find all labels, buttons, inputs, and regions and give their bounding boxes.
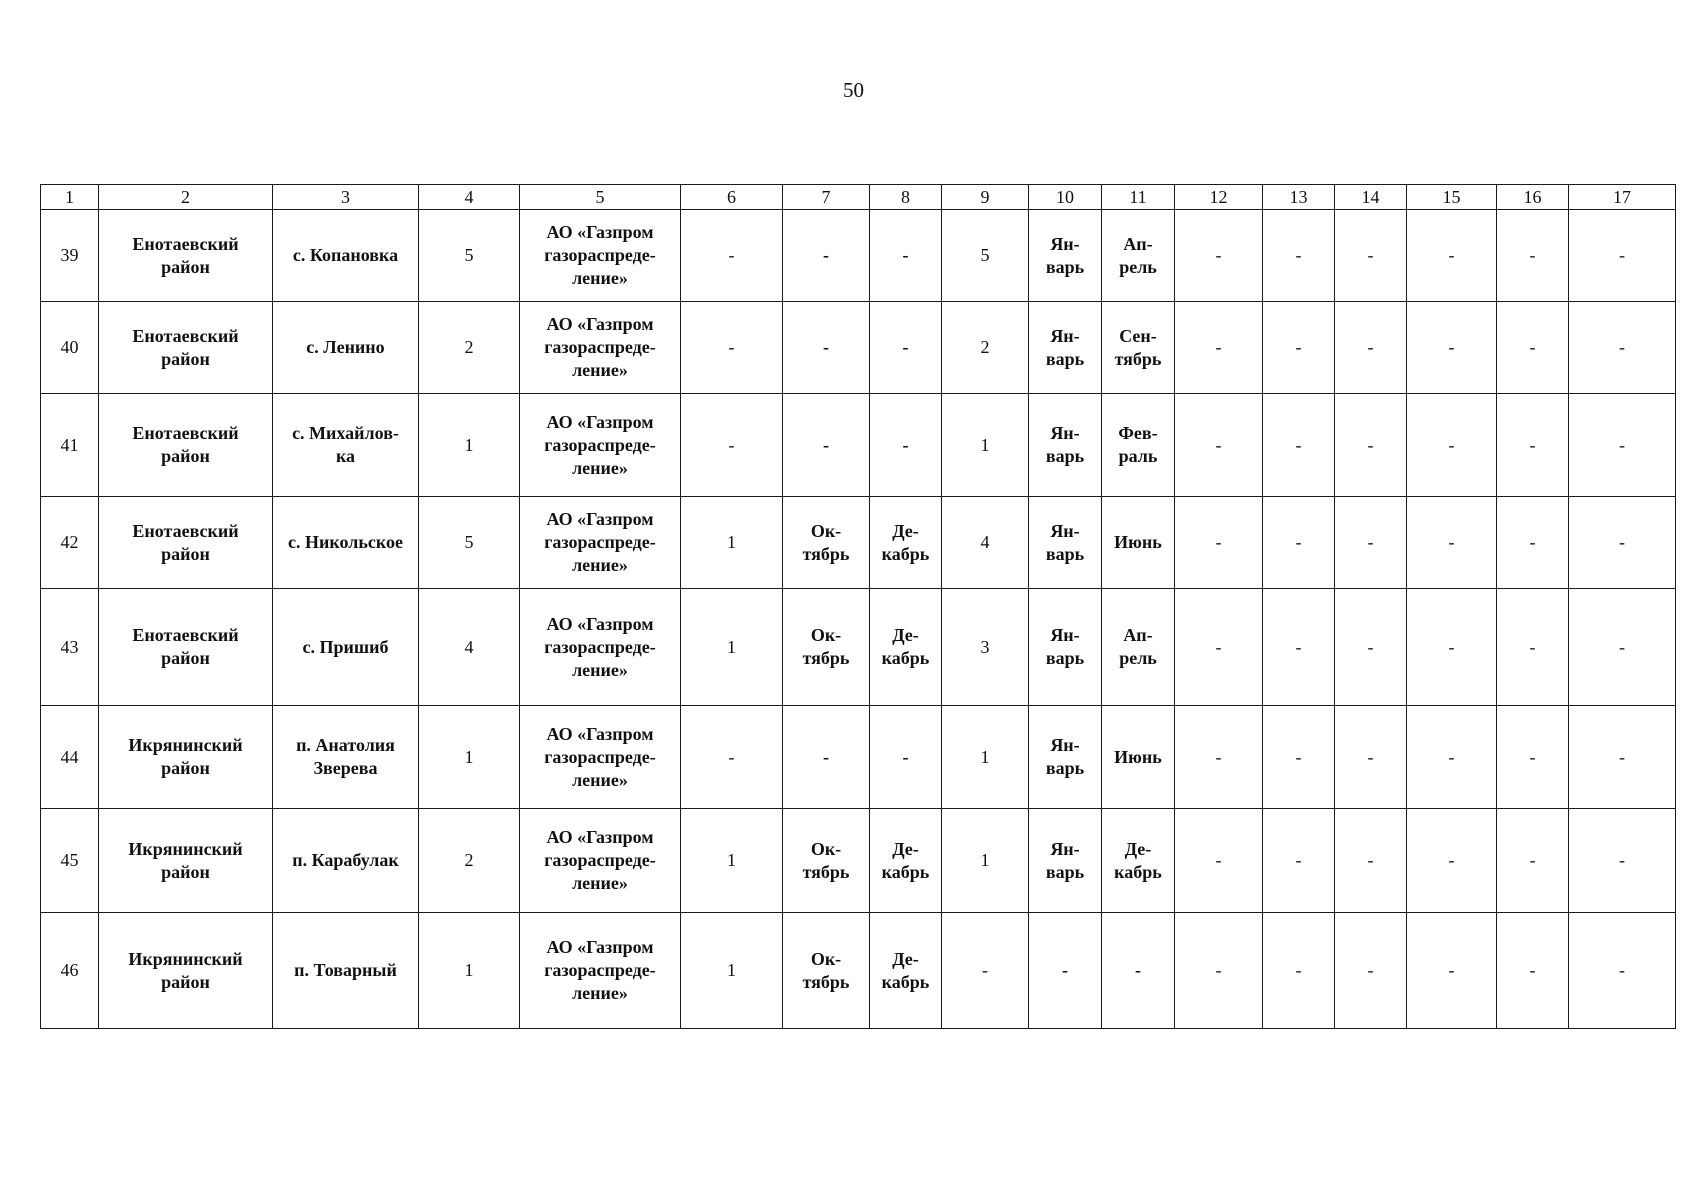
col8-cell: - (870, 706, 942, 809)
col16-cell: - (1497, 302, 1569, 394)
col16-cell: - (1497, 809, 1569, 913)
settlement-cell: с. Ленино (273, 302, 419, 394)
col8-cell: - (870, 210, 942, 302)
col8-cell: - (870, 394, 942, 497)
column-number-header: 6 (681, 185, 783, 210)
col6-cell: - (681, 302, 783, 394)
col9-cell: 4 (942, 497, 1029, 589)
row-number-cell: 45 (41, 809, 99, 913)
settlement-cell: с. Никольское (273, 497, 419, 589)
col13-cell: - (1263, 589, 1335, 706)
col14-cell: - (1335, 706, 1407, 809)
column-number-header-row (41, 185, 1676, 210)
col8-cell: Де- кабрь (870, 913, 942, 1029)
col11-cell: Июнь (1102, 497, 1175, 589)
col14-cell: - (1335, 302, 1407, 394)
col7-cell: - (783, 706, 870, 809)
district-cell: Енотаевский район (99, 394, 273, 497)
col10-cell: Ян- варь (1029, 706, 1102, 809)
col6-cell: 1 (681, 913, 783, 1029)
column-number-header: 13 (1263, 185, 1335, 210)
column-number-header: 15 (1407, 185, 1497, 210)
column-number-header: 5 (520, 185, 681, 210)
total-count-cell: 4 (419, 589, 520, 706)
district-cell: Енотаевский район (99, 210, 273, 302)
col13-cell: - (1263, 302, 1335, 394)
table-row (41, 302, 1676, 394)
col16-cell: - (1497, 589, 1569, 706)
col11-cell: Сен- тябрь (1102, 302, 1175, 394)
column-number-header: 10 (1029, 185, 1102, 210)
settlement-cell: п. Товарный (273, 913, 419, 1029)
col9-cell: 3 (942, 589, 1029, 706)
col11-cell: Ап- рель (1102, 589, 1175, 706)
col11-cell: Июнь (1102, 706, 1175, 809)
col10-cell: Ян- варь (1029, 394, 1102, 497)
col12-cell: - (1175, 913, 1263, 1029)
col12-cell: - (1175, 706, 1263, 809)
settlement-cell: с. Копановка (273, 210, 419, 302)
page-number: 50 (843, 78, 864, 102)
col17-cell: - (1569, 706, 1676, 809)
settlement-cell: с. Пришиб (273, 589, 419, 706)
total-count-cell: 1 (419, 706, 520, 809)
total-count-cell: 1 (419, 394, 520, 497)
column-number-header: 12 (1175, 185, 1263, 210)
col10-cell: Ян- варь (1029, 589, 1102, 706)
column-number-header: 2 (99, 185, 273, 210)
col13-cell: - (1263, 394, 1335, 497)
organization-cell: АО «Газпром газораспреде- ление» (520, 497, 681, 589)
organization-cell: АО «Газпром газораспреде- ление» (520, 210, 681, 302)
row-number-cell: 46 (41, 913, 99, 1029)
col17-cell: - (1569, 589, 1676, 706)
col15-cell: - (1407, 497, 1497, 589)
table-row (41, 706, 1676, 809)
col9-cell: - (942, 913, 1029, 1029)
column-number-header: 8 (870, 185, 942, 210)
settlement-cell: п. Анатолия Зверева (273, 706, 419, 809)
column-number-header: 7 (783, 185, 870, 210)
col13-cell: - (1263, 809, 1335, 913)
col15-cell: - (1407, 809, 1497, 913)
district-cell: Енотаевский район (99, 302, 273, 394)
table-row (41, 210, 1676, 302)
col16-cell: - (1497, 706, 1569, 809)
col11-cell: Де- кабрь (1102, 809, 1175, 913)
col7-cell: Ок- тябрь (783, 809, 870, 913)
organization-cell: АО «Газпром газораспреде- ление» (520, 706, 681, 809)
table-row (41, 809, 1676, 913)
col12-cell: - (1175, 589, 1263, 706)
col12-cell: - (1175, 394, 1263, 497)
col14-cell: - (1335, 913, 1407, 1029)
col9-cell: 1 (942, 809, 1029, 913)
organization-cell: АО «Газпром газораспреде- ление» (520, 809, 681, 913)
col13-cell: - (1263, 913, 1335, 1029)
district-cell: Енотаевский район (99, 497, 273, 589)
organization-cell: АО «Газпром газораспреде- ление» (520, 302, 681, 394)
col12-cell: - (1175, 497, 1263, 589)
table-row (41, 589, 1676, 706)
col8-cell: Де- кабрь (870, 589, 942, 706)
table-body (41, 210, 1676, 1029)
row-number-cell: 40 (41, 302, 99, 394)
col17-cell: - (1569, 913, 1676, 1029)
gas-register-table (40, 184, 1676, 1029)
total-count-cell: 2 (419, 302, 520, 394)
col10-cell: Ян- варь (1029, 302, 1102, 394)
col15-cell: - (1407, 210, 1497, 302)
col15-cell: - (1407, 302, 1497, 394)
organization-cell: АО «Газпром газораспреде- ление» (520, 394, 681, 497)
column-number-header: 11 (1102, 185, 1175, 210)
col16-cell: - (1497, 497, 1569, 589)
table-row (41, 913, 1676, 1029)
column-number-header: 17 (1569, 185, 1676, 210)
col17-cell: - (1569, 210, 1676, 302)
col6-cell: 1 (681, 497, 783, 589)
col10-cell: Ян- варь (1029, 497, 1102, 589)
column-number-header: 1 (41, 185, 99, 210)
col8-cell: Де- кабрь (870, 497, 942, 589)
col7-cell: Ок- тябрь (783, 497, 870, 589)
settlement-cell: с. Михайлов- ка (273, 394, 419, 497)
column-number-header: 4 (419, 185, 520, 210)
col14-cell: - (1335, 589, 1407, 706)
table-row (41, 497, 1676, 589)
col13-cell: - (1263, 706, 1335, 809)
organization-cell: АО «Газпром газораспреде- ление» (520, 913, 681, 1029)
row-number-cell: 39 (41, 210, 99, 302)
col17-cell: - (1569, 302, 1676, 394)
col6-cell: 1 (681, 589, 783, 706)
col12-cell: - (1175, 809, 1263, 913)
row-number-cell: 43 (41, 589, 99, 706)
col8-cell: - (870, 302, 942, 394)
district-cell: Икрянинский район (99, 913, 273, 1029)
total-count-cell: 5 (419, 497, 520, 589)
col6-cell: 1 (681, 809, 783, 913)
total-count-cell: 5 (419, 210, 520, 302)
col7-cell: Ок- тябрь (783, 913, 870, 1029)
col6-cell: - (681, 210, 783, 302)
col15-cell: - (1407, 913, 1497, 1029)
district-cell: Икрянинский район (99, 809, 273, 913)
col10-cell: Ян- варь (1029, 809, 1102, 913)
organization-cell: АО «Газпром газораспреде- ление» (520, 589, 681, 706)
col6-cell: - (681, 394, 783, 497)
column-number-header: 3 (273, 185, 419, 210)
col15-cell: - (1407, 394, 1497, 497)
col11-cell: - (1102, 913, 1175, 1029)
settlement-cell: п. Карабулак (273, 809, 419, 913)
col9-cell: 2 (942, 302, 1029, 394)
col16-cell: - (1497, 394, 1569, 497)
col7-cell: - (783, 302, 870, 394)
col10-cell: - (1029, 913, 1102, 1029)
col12-cell: - (1175, 210, 1263, 302)
col9-cell: 1 (942, 394, 1029, 497)
district-cell: Икрянинский район (99, 706, 273, 809)
col9-cell: 1 (942, 706, 1029, 809)
district-cell: Енотаевский район (99, 589, 273, 706)
col7-cell: Ок- тябрь (783, 589, 870, 706)
row-number-cell: 41 (41, 394, 99, 497)
col9-cell: 5 (942, 210, 1029, 302)
col15-cell: - (1407, 706, 1497, 809)
total-count-cell: 1 (419, 913, 520, 1029)
col14-cell: - (1335, 210, 1407, 302)
col7-cell: - (783, 394, 870, 497)
col12-cell: - (1175, 302, 1263, 394)
col11-cell: Ап- рель (1102, 210, 1175, 302)
col6-cell: - (681, 706, 783, 809)
column-number-header: 14 (1335, 185, 1407, 210)
col17-cell: - (1569, 809, 1676, 913)
column-number-header: 16 (1497, 185, 1569, 210)
col16-cell: - (1497, 913, 1569, 1029)
col15-cell: - (1407, 589, 1497, 706)
col14-cell: - (1335, 809, 1407, 913)
col13-cell: - (1263, 210, 1335, 302)
table-row (41, 394, 1676, 497)
col8-cell: Де- кабрь (870, 809, 942, 913)
row-number-cell: 42 (41, 497, 99, 589)
column-number-header: 9 (942, 185, 1029, 210)
col11-cell: Фев- раль (1102, 394, 1175, 497)
col17-cell: - (1569, 497, 1676, 589)
col13-cell: - (1263, 497, 1335, 589)
col7-cell: - (783, 210, 870, 302)
row-number-cell: 44 (41, 706, 99, 809)
total-count-cell: 2 (419, 809, 520, 913)
col14-cell: - (1335, 394, 1407, 497)
col17-cell: - (1569, 394, 1676, 497)
col16-cell: - (1497, 210, 1569, 302)
col14-cell: - (1335, 497, 1407, 589)
col10-cell: Ян- варь (1029, 210, 1102, 302)
